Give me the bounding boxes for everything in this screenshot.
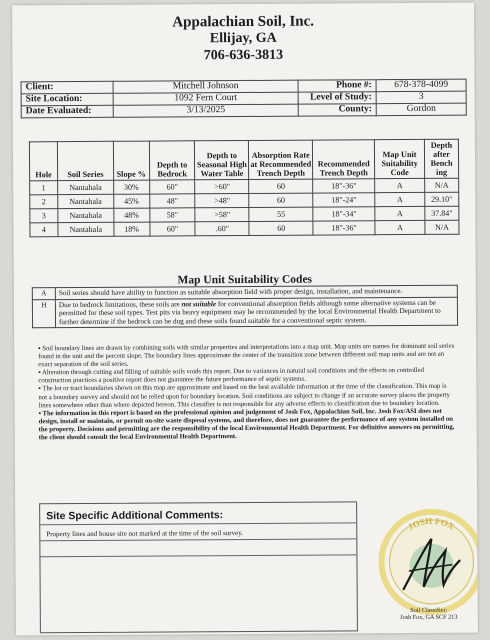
disclaimer-notes (38, 343, 457, 443)
company-name: Appalachian Soil, Inc. (172, 13, 315, 31)
col-water: Depth to Seasonal High Water Table (195, 140, 249, 179)
classifier-label: Soil Classifier: (410, 606, 448, 614)
company-city: Ellijay, GA (209, 30, 277, 47)
cell-trench: 18"-34" (313, 207, 375, 221)
col-code: Map Unit Suitability Code (375, 139, 425, 178)
code-description (55, 297, 457, 328)
col-absorption: Absorption Rate at Recommended Trench Depth (249, 140, 313, 179)
cell-trench: 18"-36" (313, 179, 375, 193)
suitability-codes-table (32, 285, 458, 329)
cell-series: Nantahala (58, 208, 114, 222)
note-boundary: ▪ Soil boundary lines are drawn by combining soils with similar properties and interpretations into a map unit. Map units are names for dominant soil series found in the unit and the percent slope. The boundary lines approximate the center of the transition zone between different soil map units and are not an exact separation of the soil series. (38, 342, 455, 369)
code-text: Soil series should have ability to function as suitable absorption field with proper design, installation, and maintenance. (58, 287, 403, 298)
seal-text: JOSH FOX (406, 515, 457, 533)
suitability-codes-title: Map Unit Suitability Codes (177, 273, 313, 287)
cell-bench: 29.10" (425, 192, 459, 206)
cell-absorption: 60 (249, 221, 313, 235)
code-text-rest: for conventional absorption fields although some alternative systems can be permitted for these soil types. Test pits via heavy equipment may be recommended by the local Environmental Health Department to further determine if the bedrock can be dug and these soils found suitable for a conventional septic system. (58, 298, 441, 326)
col-series: Soil Series (57, 141, 113, 180)
site-comments-title: Site Specific Additional Comments: (46, 509, 224, 523)
cell-slope: 30% (113, 180, 149, 194)
table-row (30, 220, 459, 237)
note-opinion: ▪ The information in this report is based on the professional opinion and judgement of Josh Fox, Appalachian Soil, Inc. Josh Fox/ASI does not design, install or maintain, or permit on-site waste disposal systems, and therefore, does not guarantee the performance of any system installed on the property. Decisions and permitting are the responsibility of the local Environmental Health Department. For definitive answers on permitting, the client should consult the local Environmental Health Department. (38, 407, 455, 442)
col-bedrock: Depth to Bedrock (149, 141, 195, 180)
cell-code: A (375, 192, 425, 206)
site-value: 1092 Fern Court (113, 92, 299, 105)
cell-series: Nantahala (58, 194, 114, 208)
cell-slope: 45% (113, 194, 149, 208)
site-label: Site Location: (21, 93, 113, 106)
cell-trench: 18"-36" (313, 221, 375, 235)
cell-bedrock: 58" (149, 208, 195, 222)
cell-absorption: 60 (249, 193, 313, 207)
cell-hole: 2 (30, 195, 58, 209)
level-label: Level of Study: (298, 92, 376, 104)
cell-slope: 48% (114, 208, 150, 222)
note-text: Soil boundary lines are drawn by combining soils with similar properties and interpretations into a map unit. Map units are names for dominant soil series found in the unit and the percent slope. The boundary lines approximate the center of the transition zone between different soil map units and are not an exact separation of the soil series. (38, 342, 455, 369)
cell-bedrock: 60" (149, 180, 195, 194)
cell-water: >60" (195, 179, 249, 193)
cell-slope: 18% (114, 222, 150, 236)
county-label: County: (299, 104, 377, 116)
divider (40, 538, 356, 541)
cell-bench: N/A (425, 220, 459, 234)
code-emphasis: not suitable (181, 299, 217, 308)
client-info-table (21, 79, 467, 119)
county-value: Gordon (376, 103, 466, 116)
cell-water: >58" (195, 207, 249, 221)
soil-table (29, 139, 460, 238)
site-comments-text: Property lines and house site not marked at the time of the soil survey. (46, 529, 244, 539)
note-alteration: ▪ Alteration through cutting and filling of suitable soils voids this report. Due to variances in natural soil conditions and the effects on controlled construction practices a positive report does not guarantee the future performance of septic systems. (38, 367, 424, 385)
client-label: Client: (21, 81, 113, 94)
date-label: Date Evaluated: (21, 105, 113, 118)
cell-bedrock: 60" (150, 222, 196, 236)
cell-series: Nantahala (58, 180, 114, 194)
cell-hole: 4 (30, 223, 58, 237)
cell-hole: 3 (30, 209, 58, 223)
cell-code: A (375, 178, 425, 192)
divider (40, 554, 356, 557)
level-value: 3 (376, 91, 466, 104)
date-value: 3/13/2025 (113, 104, 299, 117)
site-comments-box (39, 501, 358, 633)
cell-water: >48" (195, 193, 249, 207)
cell-code: A (375, 206, 425, 220)
col-slope: Slope % (113, 141, 149, 180)
report-sheet (12, 3, 478, 636)
signature-icon (395, 531, 465, 601)
note-lot: ▪ The lot or tract boundaries shown on this map are approximate and based on the best available information at the time of the classification. This map is not a boundary survey and should not be relied upon for boundary location. Soil conditions are subject to change if an accurate survey places the property lines somewhere other than where depicted hereon. This classifier is not responsible for any adverse effects to classification due to boundary location. (38, 383, 451, 409)
divider (40, 522, 356, 525)
phone-value: 678-378-4099 (376, 79, 466, 92)
cell-series: Nantahala (58, 222, 114, 236)
client-value: Mitchell Johnson (113, 80, 299, 93)
note-text: Alteration through cutting and filling of suitable soils voids this report. Due to variances in natural soil conditions and the effects on controlled construction practices a positive report does not guarantee the future performance of septic systems. (38, 367, 424, 385)
cell-code: A (375, 220, 425, 234)
cell-trench: 18"-24" (313, 193, 375, 207)
code-text: Due to bedrock limitations, these soils are (58, 299, 182, 309)
classifier-name: Josh Fox, GA SCF 213 (400, 613, 458, 622)
company-phone: 706-636-3813 (203, 47, 284, 64)
note-text: The information in this report is based on the professional opinion and judgement of Josh Fox, Appalachian Soil, Inc. Josh Fox/ASI does not design, install or maintain, or permit on-site waste disposal systems, and therefore, does not guarantee the performance of any system installed on the property. Decisions and permitting are the responsibility of the local Environmental Health Department. For definitive answers on permitting, the client should consult the local Environmental Health Department. (38, 407, 455, 442)
code-letter: A (32, 288, 55, 300)
cell-hole: 1 (30, 181, 58, 195)
phone-label: Phone #: (298, 80, 376, 92)
cell-bench: 37.84" (425, 206, 459, 220)
note-text: The lot or tract boundaries shown on this map are approximate and based on the best available information at the time of the classification. This map is not a boundary survey and should not be relied upon for boundary location. Soil conditions are subject to change if an accurate survey places the property lines somewhere other than where depicted hereon. This classifier is not responsible for any adverse effects to classification due to boundary location. (38, 383, 451, 409)
cell-bench: N/A (425, 178, 459, 192)
cell-absorption: 55 (249, 207, 313, 221)
code-row (32, 297, 457, 328)
cell-water: .60" (195, 221, 249, 235)
col-hole: Hole (29, 142, 57, 181)
classifier-block (386, 607, 472, 622)
cell-absorption: 60 (249, 179, 313, 193)
cell-bedrock: 48" (149, 194, 195, 208)
col-bench: Depth after Bench ing (424, 139, 458, 178)
code-letter: H (32, 299, 55, 328)
col-trench: Recommended Trench Depth (313, 140, 375, 179)
